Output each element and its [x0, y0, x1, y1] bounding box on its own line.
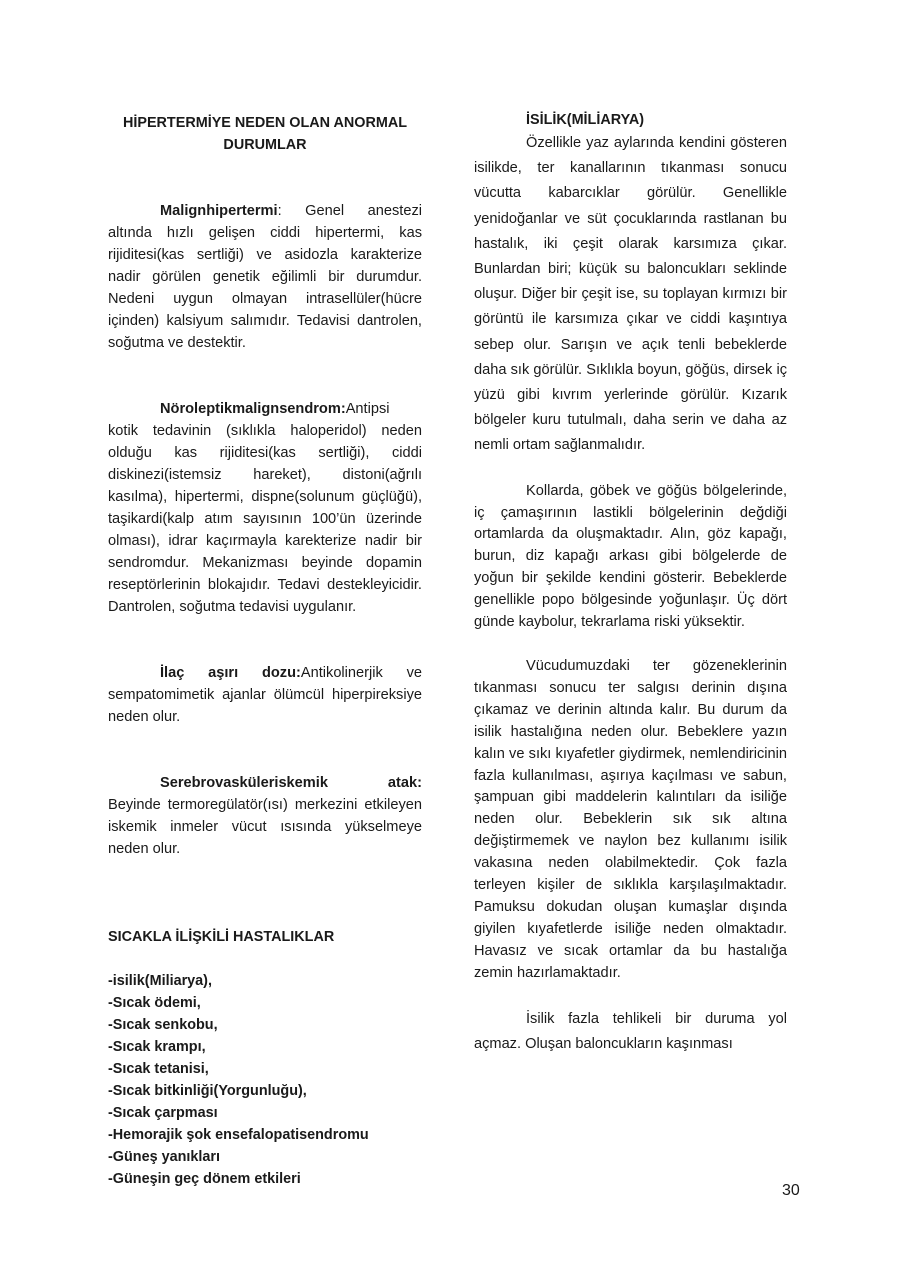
term-serebrovaskuler: Serebrovasküleriskemik atak:: [160, 775, 422, 791]
noroleptik-text: Antipsi kotik tedavinin (sıklıkla haloperidol) neden olduğu kas rijiditesi(kas sertliği), ciddi diskinezi(istemsiz hareket), distoni(ağrılı kasılma), hipertermi, dispne(solunum güçlüğü), taşikardi(kalp atım sayısının 100’ün üzerinde olması), idrar kaçırmayla karekterize nadir bir sendromdur. Mekanizması beyinde dopamin reseptörlerinin blokajıdır. Tedavi destekleyicidir. Dantrolen, soğutma tedavisi uygulanır.: [108, 401, 422, 615]
term-ilac-doz: İlaç aşırı dozu:: [160, 665, 301, 681]
serebrovaskuler-text: Beyinde termoregülatör(ısı) merkezini etkileyen iskemik inmeler vücut ısısında yükselmeye neden olur.: [108, 797, 422, 857]
section-title: HİPERTERMİYE NEDEN OLAN ANORMAL DURUMLAR: [122, 115, 408, 153]
disease-list: [108, 970, 422, 1190]
isilik-paragraph-3: Vücudumuzdaki ter gözeneklerinin tıkanması sonucu ter salgısı derinin dışına çıkamaz ve derinin altında kalır. Bu durum da isilik hastalığına neden olur. Bebeklere yazın kalın ve sıkı kıyafetler giydirmek, nemlendiricinin fazla kullanılması, aşırıya kaçılması ve sabun, şampuan gibi maddelerin kalıntıları da isiliğe neden olur. Bebeklerin sık sık altına değiştirmemek ve naylon bez kullanımı isilik vakasına neden olabilmektedir. Çok fazla terleyen kişiler de sıklıkla karşılaşılmaktadır. Pamuksu dokudan oluşan kumaşlar dışında giyilen kıyafetlerde isiliğe neden olmaktadır. Havasız ve sıcak ortamlar da bu hastalığa zemin hazırlamaktadır.: [474, 657, 787, 981]
list-item: -Hemorajik şok ensefalopatisendromu: [108, 1127, 369, 1143]
right-column: [474, 109, 787, 1057]
list-item: -Sıcak krampı,: [108, 1039, 206, 1055]
ilac-doz-text: Antikolinerjik ve sempatomimetik ajanlar ölümcül hiperpireksiye neden olur.: [108, 665, 423, 725]
left-column: [108, 112, 422, 1190]
list-item: -Sıcak bitkinliği(Yorgunluğu),: [108, 1083, 307, 1099]
noroleptik-paragraph: [108, 398, 422, 618]
term-malign-hipertermi: Malignhipertermi: [160, 203, 278, 219]
list-item: -Güneşin geç dönem etkileri: [108, 1171, 301, 1187]
malign-hipertermi-text: : Genel anestezi altında hızlı gelişen ciddi hipertermi, kas rijiditesi(kas sertliği) ve asidozla karakterize nadir görülen genetik eğilimli bir durumdur. Nedeni uygun olmayan intrasellüler(hücre içinden) kalsiyum salımıdır. Tedavisi dantrolen, soğutma ve destektir.: [108, 203, 422, 351]
list-item: -Sıcak senkobu,: [108, 1017, 218, 1033]
list-item: -isilik(Miliarya),: [108, 973, 212, 989]
isilik-title: İSİLİK(MİLİARYA): [526, 112, 645, 128]
isilik-paragraph-4: İsilik fazla tehlikeli bir duruma yol açmaz. Oluşan baloncukların kaşınması: [474, 1010, 787, 1052]
term-noroleptik: Nöroleptikmalignsendrom:: [160, 401, 346, 417]
diseases-heading: SICAKLA İLİŞKİLİ HASTALIKLAR: [108, 929, 335, 945]
isilik-paragraph-1: Özellikle yaz aylarında kendini gösteren isilikde, ter kanallarının tıkanması sonucu vücutta kabarcıklar görülür. Genellikle yenidoğanlar ve süt çocuklarında rastlanan bu hastalık, iki çeşit olarak karsımıza çıkar. Bunlardan biri; küçük su baloncukları seklinde oluşur. Diğer bir çeşit ise, su toplayan kırmızı bir görüntü ile karsımıza çıkar ve ciddi kaşıntıya sebep olur. Sarışın ve açık tenli bebeklerde daha sık görülür. Sıklıkla boyun, göğüs, dirsek iç yüzü gibi kıvrım yerlerinde görülür. Kızarık bölgeler kuru tutulmalı, daha serin ve daha az nemli ortam sağlanmalıdır.: [474, 135, 787, 454]
list-item: -Sıcak ödemi,: [108, 995, 201, 1011]
page-number: 30: [782, 1182, 800, 1199]
isilik-paragraph-2: Kollarda, göbek ve göğüs bölgelerinde, iç çamaşırının lastikli bölgelerinin değdiği ortamlarda da oluşmaktadır. Alın, göz kapağı, burun, diz kapağı arkası gibi bölgelerde de yoğun bir şekilde kendini gösterir. Bebeklerde genellikle popo bölgesinde yoğunlaşır. Üç dört günde kaybolur, tekrarlama riski yüksektir.: [474, 482, 787, 631]
list-item: -Sıcak çarpması: [108, 1105, 218, 1121]
serebrovaskuler-paragraph: [108, 772, 422, 860]
malign-hipertermi-paragraph: [108, 200, 422, 354]
ilac-doz-paragraph: [108, 662, 422, 728]
list-item: -Sıcak tetanisi,: [108, 1061, 209, 1077]
list-item: -Güneş yanıkları: [108, 1149, 220, 1165]
